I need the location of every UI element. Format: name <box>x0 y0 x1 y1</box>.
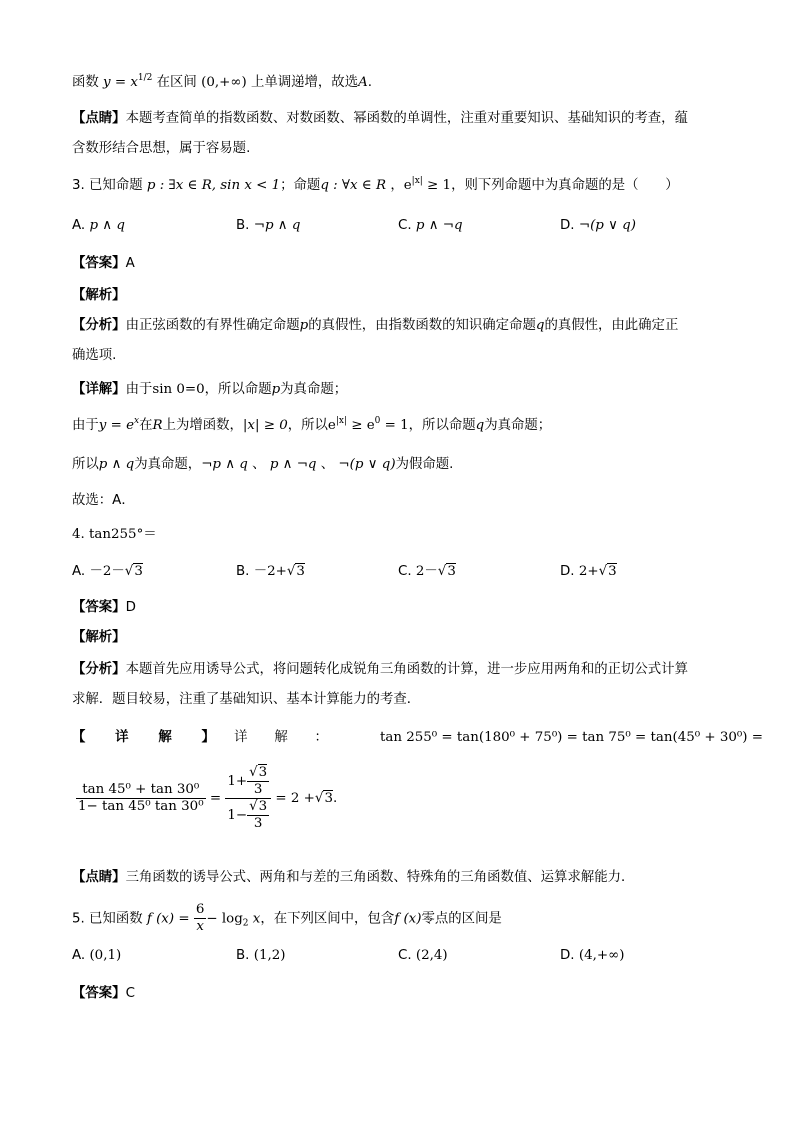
fraction-denominator: x <box>196 919 204 934</box>
text: 为真命题； <box>280 382 348 397</box>
math-expr: p : ∃x ∈ R, sin x < 1 <box>146 178 281 193</box>
option-expr: p ∧ ¬q <box>415 218 463 233</box>
jiexi-line <box>72 286 126 306</box>
math-expr: f (x) = <box>146 911 190 927</box>
option-a <box>72 216 125 236</box>
text: 在区间 <box>156 75 197 90</box>
text: 、 <box>316 457 335 472</box>
sqrt-radicand: 3 <box>258 799 268 814</box>
section-tag: 【分析】 <box>72 318 126 333</box>
text: 上单调递增，故选 <box>250 75 359 90</box>
fenxi-line <box>72 316 678 336</box>
math-expr: sin 0=0 <box>152 382 205 397</box>
section-tag: 【解析】 <box>72 630 126 645</box>
option-label: A. <box>72 218 86 233</box>
option-expr: 2－ <box>415 564 438 579</box>
formula-result: = 2 + <box>275 791 315 806</box>
section-tag: 【答案】 <box>72 600 126 615</box>
section-tag: 【答案】 <box>72 256 126 271</box>
option-label: B. <box>236 564 250 579</box>
fenxi-line-2 <box>72 346 116 366</box>
equals-sign: = <box>209 791 222 806</box>
math-expr: p ∧ q <box>98 457 135 472</box>
fraction-denominator <box>225 799 271 832</box>
fraction-numerator: tan 45⁰ + tan 30⁰ <box>76 782 206 799</box>
math-expr: q : ∀x ∈ R <box>320 178 387 193</box>
math-var: q <box>535 318 545 333</box>
detail-line-2 <box>72 416 551 436</box>
text: . <box>367 75 373 90</box>
section-tag: 【答案】 <box>72 986 126 1001</box>
sqrt-symbol: √ <box>598 564 608 579</box>
answer-line <box>72 254 135 274</box>
text: ，在下列区间中，包含 <box>260 911 395 927</box>
dianjing-line <box>72 868 634 888</box>
text: ，所以命题 <box>204 382 272 397</box>
math-expr: f (x) <box>394 911 422 927</box>
fenxi-line-2 <box>72 690 420 710</box>
text: 求解．题目较易，注重了基础知识、基本计算能力的考查． <box>72 692 421 707</box>
sqrt-radicand: 3 <box>447 564 456 579</box>
text: 4. tan255°＝ <box>72 527 157 542</box>
text: 5. 已知函数 <box>72 911 143 927</box>
option-expr: (4,+∞) <box>578 948 625 963</box>
option-expr: p ∧ q <box>89 218 125 233</box>
fraction-numerator <box>225 765 271 799</box>
option-label: B. <box>236 948 250 963</box>
option-c <box>398 216 463 236</box>
math-expr: ¬p ∧ q <box>201 457 248 472</box>
inner-fraction <box>247 765 269 798</box>
fraction-denominator: 1− tan 45⁰ tan 30⁰ <box>78 799 204 814</box>
option-c <box>398 562 456 582</box>
text: 函数 <box>72 75 99 90</box>
text: 含数形结合思想，属于容易题. <box>72 141 251 156</box>
fenxi-line <box>72 660 688 680</box>
math-expr: p ∧ ¬q <box>269 457 317 472</box>
formula-fraction-2 <box>225 765 271 832</box>
jiexi-line <box>72 628 126 648</box>
option-a <box>72 562 143 582</box>
sqrt-radicand: 3 <box>324 791 333 806</box>
option-label: B. <box>236 218 250 233</box>
section-tag: 【分析】 <box>72 662 126 677</box>
inner-numerator <box>247 799 269 816</box>
math-expr: tan 255⁰ = tan(180⁰ + 75⁰) = tan 75⁰ = tan(45⁰ + 30⁰) = <box>380 730 763 745</box>
text: 的真假性，由指数函数的知识确定命题 <box>308 318 536 333</box>
math-expr: − log <box>206 911 243 927</box>
question-3 <box>72 176 679 196</box>
option-d <box>560 562 617 582</box>
inner-denominator: 3 <box>253 782 263 797</box>
sqrt-symbol: √ <box>249 799 258 814</box>
inner-numerator <box>247 765 269 782</box>
text: 故选：A． <box>72 493 135 508</box>
dianjing-line <box>72 109 688 129</box>
math-subscript: 2 <box>242 918 249 929</box>
option-label: C. <box>398 948 412 963</box>
text: 三角函数的诱导公式、两角和与差的三角函数、特殊角的三角函数值、运算求解能力． <box>125 870 635 885</box>
text: 本题考查简单的指数函数、对数函数、幂函数的单调性，注重对重要知识、基础知识的考查，蕴 <box>125 111 688 126</box>
xiangjie-line <box>72 380 347 400</box>
formula-fraction-1 <box>76 782 206 815</box>
option-expr: (1,2) <box>253 948 286 963</box>
den-prefix: 1− <box>227 808 248 823</box>
option-expr: ¬(p ∨ q) <box>578 218 636 233</box>
sqrt-symbol: √ <box>437 564 447 579</box>
answer-line <box>72 598 136 618</box>
dianjing-line-2 <box>72 139 250 159</box>
option-label: D. <box>560 948 575 963</box>
option-label: D. <box>560 218 575 233</box>
sqrt-symbol: √ <box>249 765 258 780</box>
inner-fraction <box>247 799 269 832</box>
text: ， <box>386 178 404 193</box>
option-expr: ¬p ∧ q <box>253 218 301 233</box>
math-expr: e <box>403 178 412 193</box>
option-d <box>560 946 624 966</box>
answer-value: C <box>125 986 135 1001</box>
section-tag: 【 详 解 】 <box>72 730 216 745</box>
option-expr: (0,1) <box>89 948 122 963</box>
section-tag: 【详解】 <box>72 382 126 397</box>
text: 确选项. <box>72 348 117 363</box>
math-interval: (0,+∞) <box>201 75 247 90</box>
sqrt-radicand: 3 <box>134 564 143 579</box>
sqrt-symbol: √ <box>286 564 296 579</box>
question-4 <box>72 525 157 545</box>
option-d <box>560 216 636 236</box>
math-var: p <box>271 382 281 397</box>
option-a <box>72 946 121 966</box>
math-expr: ¬(p ∨ q) <box>338 457 396 472</box>
option-label: C. <box>398 218 412 233</box>
text: 为假命题. <box>395 457 454 472</box>
math-exponent: |x| <box>335 416 347 426</box>
sqrt-radicand: 3 <box>608 564 617 579</box>
math-expr: y = x <box>103 75 138 90</box>
detail-line-4 <box>72 491 135 511</box>
text: . <box>332 791 338 806</box>
text: 零点的区间是 <box>421 911 502 927</box>
section-tag: 【点睛】 <box>72 870 126 885</box>
option-c <box>398 946 448 966</box>
math-expr: |x| ≥ 0 <box>242 418 288 433</box>
num-prefix: 1+ <box>227 774 248 789</box>
math-answer: A <box>358 75 368 90</box>
math-expr: ≥ e <box>347 418 375 433</box>
answer-line <box>72 984 135 1004</box>
math-expr: y = e <box>98 418 135 433</box>
line-function-monotonic <box>72 73 372 93</box>
option-label: A. <box>72 564 86 579</box>
option-label: C. <box>398 564 412 579</box>
option-b <box>236 562 305 582</box>
option-expr: －2－ <box>89 564 125 579</box>
text: 、 <box>247 457 266 472</box>
math-var: R <box>152 418 163 433</box>
text: 本题首先应用诱导公式，将问题转化成锐角三角函数的计算，进一步应用两角和的正切公式计算 <box>125 662 688 677</box>
text: ；命题 <box>280 178 321 193</box>
question-5 <box>72 902 502 935</box>
sqrt-radicand: 3 <box>296 564 305 579</box>
text: ，则下列命题中为真命题的是（ ） <box>451 178 679 193</box>
option-b <box>236 946 285 966</box>
text: 在 <box>139 418 153 433</box>
math-exponent: |x| <box>411 176 423 186</box>
section-tag: 【点睛】 <box>72 111 126 126</box>
option-label: D. <box>560 564 575 579</box>
text: ，所以 <box>287 418 328 433</box>
inner-denominator: 3 <box>253 816 263 831</box>
detail-line-3 <box>72 455 453 475</box>
answer-value: A <box>125 256 135 271</box>
sqrt-symbol: √ <box>314 791 324 806</box>
section-tag: 【解析】 <box>72 288 126 303</box>
sqrt-symbol: √ <box>124 564 134 579</box>
math-var: q <box>475 418 485 433</box>
fraction-numerator: 6 <box>195 902 205 917</box>
text: 详 解 ： <box>234 730 328 745</box>
text: 所以 <box>72 457 99 472</box>
text: 由于 <box>72 418 99 433</box>
sqrt-radicand: 3 <box>258 765 268 780</box>
option-label: A. <box>72 948 86 963</box>
tan-sum-formula <box>76 765 337 832</box>
fraction-6-over-x <box>194 902 207 935</box>
text: 3. 已知命题 <box>72 178 147 193</box>
option-expr: (2,4) <box>415 948 448 963</box>
text: 为真命题； <box>484 418 552 433</box>
text: 由于 <box>125 382 153 397</box>
math-var: x <box>248 911 261 927</box>
option-expr: 2+ <box>578 564 599 579</box>
math-exponent: 0 <box>374 416 381 426</box>
math-expr: ≥ 1 <box>422 178 452 193</box>
text: 由正弦函数的有界性确定命题 <box>125 318 300 333</box>
math-var: p <box>299 318 309 333</box>
math-exponent: x <box>134 416 140 426</box>
text: 的真假性，由此确定正 <box>544 318 679 333</box>
option-expr: －2+ <box>253 564 287 579</box>
text: ，所以命题 <box>408 418 476 433</box>
option-b <box>236 216 300 236</box>
xiangjie-line <box>72 728 763 748</box>
math-expr: = 1 <box>380 418 409 433</box>
answer-value: D <box>125 600 136 615</box>
math-expr: e <box>327 418 336 433</box>
text: 上为增函数， <box>162 418 243 433</box>
text: 为真命题， <box>134 457 202 472</box>
math-exponent: 1/2 <box>137 73 153 83</box>
